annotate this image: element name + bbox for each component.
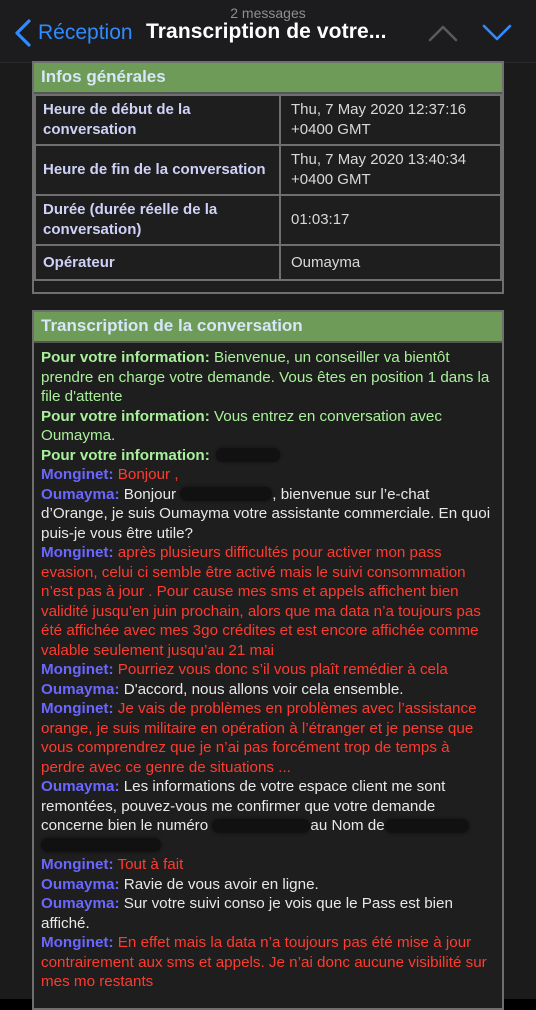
speaker-label: Monginet: (41, 661, 114, 678)
general-info-heading: Infos générales (34, 63, 502, 94)
speaker-label: Monginet: (41, 544, 114, 561)
message-text: Vous entrez en conversation avec Oumayma. (41, 407, 442, 444)
table-row (35, 245, 501, 280)
operator-label: Opérateur (35, 245, 280, 280)
redaction-mark (180, 487, 272, 501)
message-text: Sur votre suivi conso je vois que le Pass est bien affiché. (41, 895, 453, 932)
redaction-mark (41, 838, 161, 852)
email-body (0, 63, 536, 999)
message-text: Pourriez vous donc s’il vous plaît remédier à cela (113, 661, 448, 678)
message-text: Bienvenue, un conseiller va bientôt prendre en charge votre demande. Vous êtes en position 1 dans la file d'attente (41, 349, 490, 405)
list-item (41, 875, 495, 895)
start-time-value: Thu, 7 May 2020 12:37:16 +0400 GMT (280, 95, 501, 145)
table-row (35, 195, 501, 245)
speaker-label: Pour votre information: (41, 349, 210, 366)
list-item (41, 777, 495, 855)
redaction-mark (216, 448, 280, 462)
general-info-panel (32, 61, 504, 294)
list-item (41, 407, 495, 446)
back-button-label: Réception (38, 21, 133, 44)
list-item (41, 855, 495, 875)
message-text: Bonjour (119, 485, 181, 503)
redaction-mark (385, 819, 469, 833)
list-item (41, 894, 495, 933)
page-title: Transcription de votre... (146, 20, 387, 43)
speaker-label: Monginet: (41, 856, 114, 873)
mail-nav-bar (0, 0, 536, 63)
speaker-label: Monginet: (41, 934, 114, 951)
speaker-label: Monginet: (41, 700, 114, 717)
start-time-label: Heure de début de la conversation (35, 95, 280, 145)
speaker-label: Monginet: (41, 466, 114, 483)
next-message-icon[interactable] (482, 22, 512, 44)
speaker-label: Oumayma: (41, 485, 120, 503)
message-text: après plusieurs difficultés pour activer mon pass evasion, celui ci semble être activé mais le suivi consommation n’est pas à jour . Pour cause mes sms et appels affichent bien validité jusqu’en juin prochain, alors que ma data n’a toujours pas été affichée avec mes 3go crédites et est encore affichée comme valable seulement jusqu’au 21 mai (41, 544, 481, 659)
operator-value: Oumayma (280, 245, 501, 280)
speaker-label: Oumayma: (41, 875, 120, 893)
chevron-left-icon (14, 19, 32, 47)
transcript-panel (32, 310, 504, 1010)
message-text: Tout à fait (113, 856, 184, 873)
duration-value: 01:03:17 (280, 195, 501, 245)
end-time-value: Thu, 7 May 2020 13:40:34 +0400 GMT (280, 145, 501, 195)
speaker-label: Oumayma: (41, 895, 120, 912)
duration-label: Durée (durée réelle de la conversation) (35, 195, 280, 245)
message-count: 2 messages (230, 5, 306, 21)
list-item (41, 933, 495, 992)
message-text: En effet mais la data n’a toujours pas été mise à jour contrairement aux sms et appels. Je n’ai donc aucune visibilité sur mes mo restants (41, 934, 487, 990)
end-time-label: Heure de fin de la conversation (35, 145, 280, 195)
speaker-label: Pour votre information: (41, 407, 210, 425)
list-item (41, 446, 495, 466)
list-item (41, 543, 495, 660)
table-row (35, 145, 501, 195)
table-row (35, 95, 501, 145)
list-item (41, 680, 495, 700)
list-item (41, 699, 495, 777)
message-text: Les informations de votre espace client me sont remontées, pouvez-vous me confirmer que votre demande concerne bien le numéro (41, 778, 446, 834)
list-item (41, 660, 495, 680)
transcript-heading: Transcription de la conversation (34, 312, 502, 343)
redaction-mark (212, 819, 310, 833)
message-text: D'accord, nous allons voir cela ensemble. (119, 680, 404, 698)
message-text: au Nom de (310, 817, 385, 834)
previous-message-icon[interactable] (428, 22, 458, 44)
back-button[interactable] (14, 18, 133, 48)
message-text: Bonjour , (113, 466, 179, 483)
message-text: Je vais de problèmes en problèmes avec l’assistance orange, je suis militaire en opération à l’étranger et je pense que vous comprendrez que je n’ai pas forcément trop de temps à perdre avec ce genre de situations ... (41, 700, 477, 776)
list-item (41, 485, 495, 544)
general-info-table (34, 94, 502, 281)
speaker-label: Oumayma: (41, 778, 120, 795)
list-item (41, 348, 495, 407)
message-text: Ravie de vous avoir en ligne. (119, 875, 319, 893)
message-text: , bienvenue sur l’e-chat d’Orange, je suis Oumayma votre assistante commerciale. En quoi puis-je vous être utile? (41, 485, 491, 542)
speaker-label: Oumayma: (41, 680, 120, 698)
transcript-body (34, 343, 502, 992)
speaker-label: Pour votre information: (41, 446, 210, 464)
list-item (41, 465, 495, 485)
